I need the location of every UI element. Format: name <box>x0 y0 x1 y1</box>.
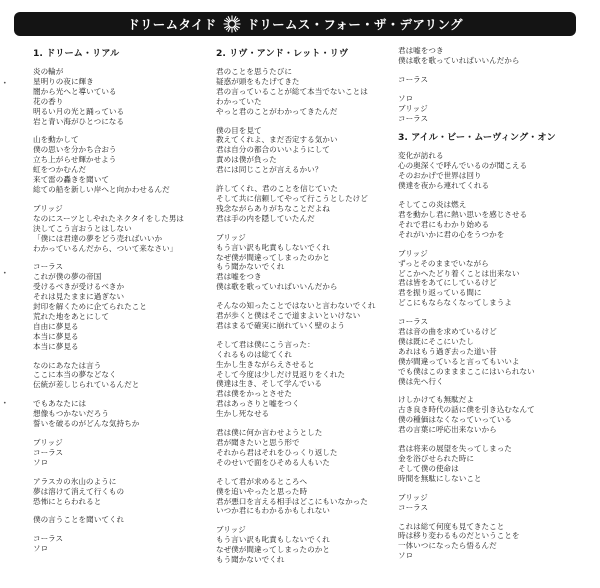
lyric-line: 心の奥深くで呼んでいるのが聞こえる <box>398 161 528 171</box>
lyric-line: 君はまるで確実に崩れていく壁のよう <box>216 320 346 330</box>
lyric-line: なぜ僕が間違ってしまったのかと <box>216 252 330 262</box>
lyric-line: そして今度は少しだけ見返りをくれた <box>216 369 346 379</box>
lyric-stanza <box>33 399 203 429</box>
lyric-line: ソロ <box>398 93 414 103</box>
lyric-stanza <box>33 438 203 468</box>
lyric-line: そのせいで面をひそめる人もいた <box>216 457 330 467</box>
lyric-line: アラスカの氷山のように <box>33 476 117 486</box>
lyric-stanza <box>33 515 203 525</box>
lyric-stanza <box>398 249 568 308</box>
lyric-stanza <box>398 395 568 435</box>
song-title: 3. アイル・ビー・ムーヴィング・オン <box>398 132 556 144</box>
lyric-line: いつか君にもわかるかもしれない <box>216 506 330 516</box>
lyric-line: ここに本当の夢などなく <box>33 370 117 380</box>
lyric-line: 一体いつになったら悟るんだ <box>398 541 497 551</box>
lyric-stanza <box>33 135 203 194</box>
lyric-line: それがいかに君の心をうつかを <box>398 229 505 239</box>
song-title: 1. ドリーム・リアル <box>33 48 120 59</box>
lyric-line: ブリッジ <box>398 103 428 113</box>
lyric-line: 僕の目を見て <box>216 125 262 135</box>
lyric-line: 君は嘘をつき <box>398 46 444 55</box>
lyric-line: わかっているんだから、ついて来なさい」 <box>33 243 178 253</box>
lyric-stanza <box>398 317 568 386</box>
lyric-line: 君の言っていることが総て本当でないことは <box>216 86 368 96</box>
lyric-line: 自由に夢見る <box>33 321 79 331</box>
lyric-line: 僕を追いやったと思った時 <box>216 486 308 496</box>
lyric-stanza <box>216 477 386 517</box>
lyric-line: コーラス <box>398 502 429 512</box>
lyric-line: けしかけても無駄だよ <box>398 395 474 405</box>
lyric-line: 僕の思いを分かち合おう <box>33 145 117 155</box>
lyric-stanza <box>398 444 568 484</box>
lyric-line: 伝統が差しじられているんだと <box>33 380 140 390</box>
lyric-line: 君のことを思うたびに <box>216 67 292 76</box>
lyric-line: 君は僕に何か言わせようとした <box>216 428 323 438</box>
lyric-line: 夢は溶けて消えて行くもの <box>33 486 125 496</box>
lyric-stanza <box>216 233 386 292</box>
lyric-line: それから君はそれをひっくり返した <box>216 447 338 457</box>
lyric-line: 生かし死なせる <box>216 409 270 419</box>
lyric-line: 本当に夢見る <box>33 331 79 341</box>
lyric-line: 君は将来の展望を失ってしまった <box>398 444 512 454</box>
lyric-line: わかっていた <box>216 96 262 106</box>
lyric-line: もう言い訳も叱責もしないでくれ <box>216 535 330 545</box>
lyric-line: コーラス <box>398 317 429 327</box>
lyric-line: ブリッジ <box>216 232 246 242</box>
lyric-line: 星明りの夜に輝き <box>33 76 94 86</box>
lyric-stanza <box>398 75 568 85</box>
lyric-line: これは総て何度も見てきたこと <box>398 521 505 531</box>
lyric-stanza <box>33 67 203 126</box>
lyric-line: どこにもならなくなってしまうよ <box>398 298 512 308</box>
lyric-stanza <box>216 428 386 468</box>
lyrics-column-3 <box>398 46 568 570</box>
lyric-line: 疑惑が頭をもたげてきた <box>216 76 300 86</box>
lyric-line: 総ての船を新しい岸へと向かわせるんだ <box>33 184 170 194</box>
lyric-line: 時間を無駄にしないこと <box>398 473 482 483</box>
lyric-line: 恐怖にとらわれると <box>33 496 102 506</box>
lyric-line: そして共に信頼してやって行こうとしたけど <box>216 193 368 203</box>
lyric-line: 僕は歌を歌っていればいいんだから <box>398 55 520 65</box>
lyric-line: 君の言葉に呼応出来ないから <box>398 425 497 435</box>
lyric-stanza <box>33 361 203 391</box>
lyric-line: これが僕の夢の帝国 <box>33 272 102 282</box>
lyric-stanza <box>216 301 386 331</box>
lyric-line: そんなの知ったことではないと言わないでくれ <box>216 301 376 311</box>
lyric-line: でも僕はこのまままここにはいられない <box>398 366 535 376</box>
lyric-line: それで君にもわかり始める <box>398 219 490 229</box>
lyric-line: でもあなたには <box>33 399 87 409</box>
lyric-line: そして僕の使命は <box>398 463 459 473</box>
lyric-line: 花の香り <box>33 96 64 106</box>
lyric-stanza <box>398 46 568 66</box>
lyric-line: 僕の言うことを聞いてくれ <box>33 515 125 525</box>
lyric-line: 僕が間違っていると言ってもいいよ <box>398 356 520 366</box>
lyric-line: 君は嘘をつき <box>216 272 262 282</box>
lyric-stanza <box>398 151 568 191</box>
lyric-line: ブリッジ <box>216 525 246 535</box>
lyric-stanza <box>398 200 568 240</box>
lyric-line: どこかへたどり着くことは出来ない <box>398 268 520 278</box>
lyric-stanza <box>216 67 386 117</box>
lyric-line: 時は移り変わるものだということを <box>398 531 520 541</box>
lyric-line: そしてこの炎は燃え <box>398 200 467 210</box>
lyric-line: 君は手の内を隠していたんだ <box>216 213 315 223</box>
lyric-line: そして君が求めるところへ <box>216 476 308 486</box>
lyric-line: コーラス <box>33 447 64 457</box>
lyric-line: コーラス <box>33 534 64 544</box>
lyric-line: コーラス <box>33 262 64 272</box>
lyric-line: 生かし生きながらえさせると <box>216 359 315 369</box>
lyric-line: 本当に夢見る <box>33 341 79 351</box>
lyric-line: くれるものは総てくれ <box>216 349 292 359</box>
lyric-line: 想像もつかないだろう <box>33 409 109 419</box>
lyric-line: 立ち上がらせ輝かせよう <box>33 155 117 165</box>
lyric-line: 受けるべきが受けるべきか <box>33 282 125 292</box>
album-title-banner <box>14 12 576 36</box>
lyric-line: 僕は歌を歌っていればいいんだから <box>216 282 338 292</box>
lyric-line: 「僕には君達の夢をどう売ればいいか <box>33 233 163 243</box>
lyric-line: 僕の種価はなくなっていっている <box>398 415 512 425</box>
banner-title-right: ドリームス・フォー・ザ・デアリング <box>246 17 463 32</box>
lyric-stanza <box>33 534 203 554</box>
lyric-line: 教えてくれよ、まだ否定する気かい <box>216 135 338 145</box>
lyric-line: ブリッジ <box>398 492 428 502</box>
lyric-line: あれはもう過ぎ去った道い昔 <box>398 346 497 356</box>
banner-title-left: ドリームタイド <box>127 17 217 32</box>
lyric-line: もう言い訳も叱責もしないでくれ <box>216 242 330 252</box>
lyric-line: ソロ <box>398 551 414 561</box>
lyric-line: 金を浴びせられた時に <box>398 454 474 463</box>
lyric-line: 君は僕をかっとさせた <box>216 389 292 399</box>
lyric-line: 君は皆をあてにしているけど <box>398 278 497 288</box>
lyric-line: 荒れた地をあとにして <box>33 311 109 321</box>
lyric-stanza <box>216 184 386 224</box>
lyric-line: 古き良き時代の話に僕を引き込むなんて <box>398 405 535 415</box>
lyric-line: 君を動かし君に熱い思いを感じさせる <box>398 209 528 219</box>
lyric-stanza <box>398 94 568 124</box>
lyric-line: ブリッジ <box>33 438 63 447</box>
lyric-line: なぜ僕が間違ってしまったのかと <box>216 545 330 555</box>
lyric-line: 君を振り返っている間に <box>398 288 482 298</box>
lyric-line: もう聞かないでくれ <box>216 262 285 272</box>
lyric-line: 来て雷の轟きを聞いて <box>33 175 109 185</box>
lyric-line: なのにスーツとしやれたネクタイをした男は <box>33 213 184 223</box>
lyrics-column-1 <box>33 46 203 563</box>
lyric-line: 決してこう言おうとはしない <box>33 223 132 233</box>
lyric-line: ブリッジ <box>398 248 428 258</box>
lyric-stanza <box>33 477 203 507</box>
lyric-line: やっと君のことがわかってきたんだ <box>216 106 338 116</box>
lyric-line: ブリッジ <box>33 203 63 213</box>
lyric-line: 封印を解くために企てられたこと <box>33 302 147 312</box>
lyric-line: 虹をつかむんだ <box>33 165 87 175</box>
lyric-stanza <box>216 126 386 176</box>
lyric-line: なのにあなたは言う <box>33 360 102 370</box>
lyric-line: 炎の輪が <box>33 67 64 76</box>
lyric-line: ソロ <box>33 457 49 467</box>
lyric-line: それは見たままに過ぎない <box>33 292 125 302</box>
lyric-line: 残念ながらありがちなことだよね <box>216 203 330 213</box>
lyric-line: 山を動かして <box>33 135 79 145</box>
lyric-line: 君は音の曲を求めているけど <box>398 327 497 337</box>
lyric-line: ソロ <box>33 544 49 554</box>
lyric-line: 君が悪口を言える相手はどこにもいなかった <box>216 496 368 506</box>
lyric-stanza <box>398 493 568 513</box>
lyric-line: 誓いを破るのがどんな気持ちか <box>33 419 140 429</box>
lyric-line: 明るい月の光と踊っている <box>33 106 125 116</box>
lyric-line: そして君は僕にこう言った： <box>216 339 315 349</box>
lyric-stanza <box>398 522 568 562</box>
lyric-line: 闇から光へと導いている <box>33 86 117 96</box>
lyric-stanza <box>216 340 386 419</box>
lyric-stanza <box>33 204 203 254</box>
scan-edge-mark: • <box>3 270 7 277</box>
scan-edge-mark: • <box>3 400 7 407</box>
lyric-line: ずっとそのままでいながら <box>398 258 489 268</box>
lyric-line: コーラス <box>398 74 429 84</box>
lyrics-column-2 <box>216 46 386 574</box>
lyric-stanza <box>216 525 386 565</box>
lyric-line: もう聞かないでくれ <box>216 555 285 565</box>
song-title: 2. リヴ・アンド・レット・リヴ <box>216 48 349 59</box>
lyric-line: 君が聞きたいと思う形で <box>216 438 300 447</box>
lyric-line: 僕達を夜から連れてくれる <box>398 181 490 191</box>
lyric-stanza <box>33 262 203 351</box>
lyric-line: 責めは僕が負った <box>216 155 277 165</box>
sun-burst-icon <box>223 15 241 33</box>
lyric-line: 君には同じことが言えるかい？ <box>216 165 323 175</box>
lyric-line: 君は自分の都合のいいようにして <box>216 145 330 155</box>
lyric-line: 岩と青い海がひとつになる <box>33 116 124 126</box>
lyric-line: 君はあっさりと嘘をつく <box>216 399 300 409</box>
scan-edge-mark: • <box>3 80 7 87</box>
lyric-line: 僕達は生き、そして学んでいる <box>216 379 323 389</box>
lyric-line: 僕は既にそこにいたし <box>398 336 474 346</box>
lyric-line: 僕は先へ行く <box>398 376 444 386</box>
lyric-line: そのおかげで世界は回り <box>398 171 482 181</box>
lyric-line: 許してくれ、君のことを信じていた <box>216 184 338 194</box>
lyric-line: 君が歩くと僕はそこで道まよいといけない <box>216 311 361 321</box>
lyric-line: 変化が訪れる <box>398 151 444 161</box>
lyric-line: コーラス <box>398 113 429 123</box>
